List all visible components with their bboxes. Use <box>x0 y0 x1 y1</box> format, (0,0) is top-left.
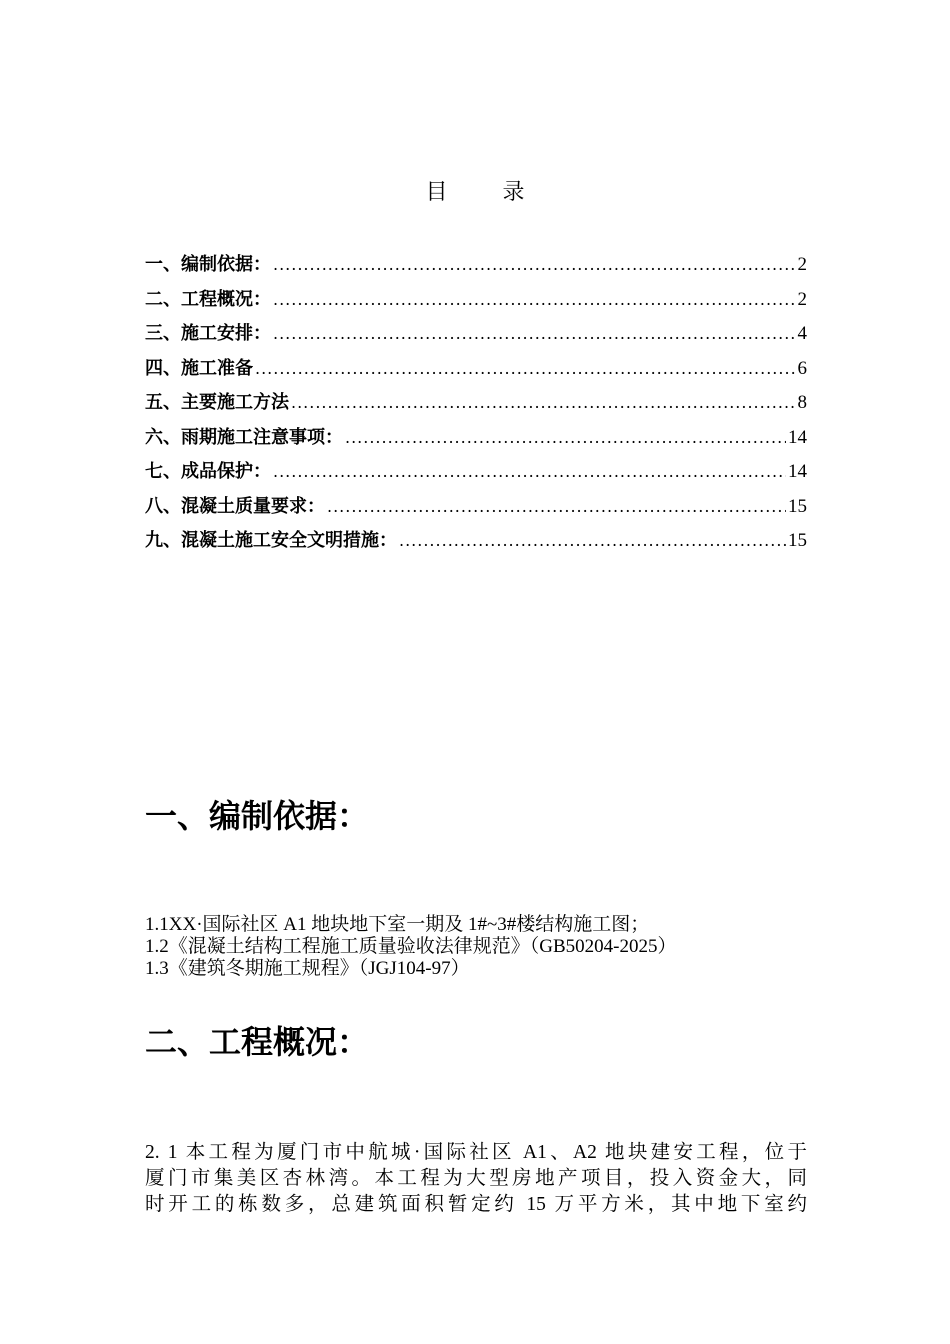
toc-entry-page: 2 <box>797 254 807 275</box>
toc-entry-label: 五、主要施工方法 <box>145 392 289 413</box>
toc-entry[interactable] <box>145 492 807 527</box>
basis-item: 1.1XX·国际社区 A1 地块地下室一期及 1#~3#楼结构施工图； <box>145 914 650 935</box>
toc-entry-page: 15 <box>788 495 807 517</box>
toc-entry-page: 14 <box>788 461 807 482</box>
toc-entry[interactable] <box>145 526 807 561</box>
toc-entry-label: 二、工程概况： <box>145 288 271 310</box>
toc-leader-dots <box>273 457 786 487</box>
toc-entry-label: 六、雨期施工注意事项： <box>145 426 343 448</box>
toc-title: 目 录 <box>425 180 549 205</box>
section-heading-overview: 二、工程概况： <box>145 1023 370 1061</box>
toc-leader-dots <box>327 492 786 522</box>
toc-entry-page: 14 <box>788 426 807 448</box>
toc-entry[interactable] <box>145 423 807 458</box>
toc-entry-page: 2 <box>797 288 807 310</box>
paragraph-line: 厦门市集美区杏林湾。本工程为大型房地产项目，投入资金大，同 <box>145 1168 807 1189</box>
toc-leader-dots <box>273 319 796 349</box>
table-of-contents <box>145 250 807 561</box>
toc-entry-label: 四、施工准备 <box>145 357 253 379</box>
section-heading-basis: 一、编制依据： <box>145 797 370 835</box>
toc-entry[interactable] <box>145 354 807 389</box>
basis-list <box>145 914 807 980</box>
basis-item: 1.3《建筑冬期施工规程》（JGJ104-97） <box>145 958 470 979</box>
toc-entry-label: 七、成品保护： <box>145 461 271 482</box>
toc-entry[interactable] <box>145 250 807 285</box>
toc-entry[interactable] <box>145 285 807 320</box>
toc-leader-dots <box>291 388 796 418</box>
toc-entry-label: 八、混凝土质量要求： <box>145 495 325 517</box>
paragraph-line: 时开工的栋数多，总建筑面积暂定约 15 万平方米，其中地下室约 <box>145 1194 807 1215</box>
toc-entry[interactable] <box>145 457 807 492</box>
toc-entry-label: 三、施工安排： <box>145 323 271 344</box>
toc-entry-page: 4 <box>797 323 807 344</box>
overview-paragraph <box>145 1140 807 1218</box>
toc-leader-dots <box>345 423 786 453</box>
toc-entry-page: 6 <box>797 357 807 379</box>
toc-entry-label: 一、编制依据： <box>145 254 271 275</box>
toc-leader-dots <box>255 354 796 384</box>
toc-leader-dots <box>273 285 796 315</box>
paragraph-line: 2. 1 本工程为厦门市中航城·国际社区 A1、A2 地块建安工程，位于 <box>145 1142 807 1163</box>
basis-item: 1.2《混凝土结构工程施工质量验收法律规范》（GB50204-2025） <box>145 936 677 957</box>
toc-entry[interactable] <box>145 388 807 423</box>
toc-entry-page: 15 <box>788 530 807 551</box>
toc-leader-dots <box>273 250 796 280</box>
toc-entry-page: 8 <box>797 392 807 413</box>
toc-entry[interactable] <box>145 319 807 354</box>
toc-entry-label: 九、混凝土施工安全文明措施： <box>145 530 397 551</box>
toc-leader-dots <box>399 526 786 556</box>
